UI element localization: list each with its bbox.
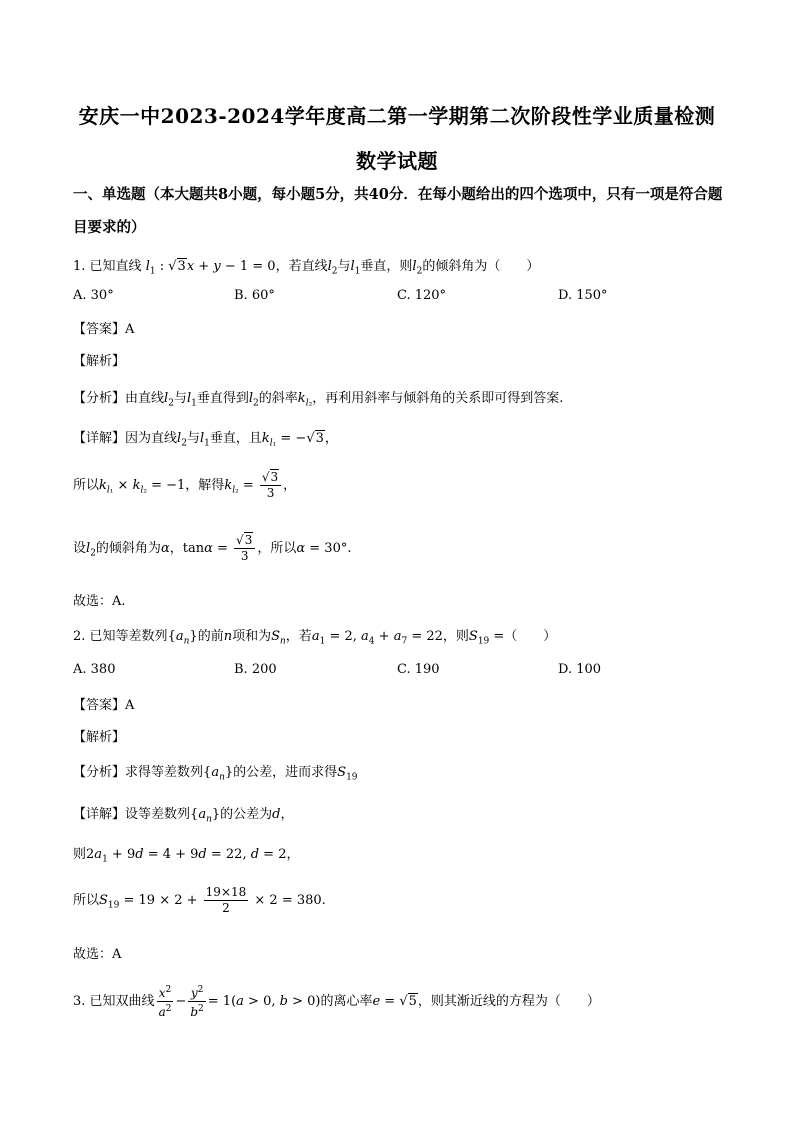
math-l1-eq: $l_1$ : √3x + y − 1 = 0 [145,259,276,277]
q1-option-d: D. 150° [558,288,608,303]
q1-option-b: B. 60° [234,288,275,303]
q1-option-a: A. 30° [73,288,114,303]
q2-option-b: B. 200 [234,662,277,677]
q1-choose: 故选：A. [73,594,126,609]
q1-xiangjie-line1: 【详解】因为直线$l_2$与$l_1$垂直，且$k_{l_1} = -√3$， [73,431,338,449]
q2-xiangjie-line1: 【详解】设等差数列$\{a_n\}$的公差为d， [73,807,294,825]
question-1-stem: 1. 已知直线 $l_1$ : √3x + y − 1 = 0，若直线$l_2$与$l_1$垂直，则$l_2$的倾斜角为（ ） [73,259,540,277]
q1-xiangjie-line2: 所以$k_{l_1} \times k_{l_2} = -1$，解得$k_{l_2}$ = $\frac{√3}{3}$ ， [73,470,297,500]
q2-fenxi: 【分析】求得等差数列$\{a_n\}$的公差，进而求得$S_{19}$ [73,765,358,783]
q2-answer: 【答案】A [73,698,135,713]
q2-option-d: D. 100 [558,662,602,677]
q2-xiangjie-line2: 则$2a_1 + 9d = 4 + 9d = 22$, d = 2， [73,847,300,865]
page-title: 安庆一中2023-2024学年度高二第一学期第二次阶段性学业质量检测 [78,104,716,128]
question-2-stem: 2. 已知等差数列$\{a_n\}$的前n项和为$S_n$，若$a_1 = 2$, $a_4 + a_7 = 22$，则$S_{19}$ =（ ） [73,629,557,647]
q1-fenxi: 【分析】由直线$l_2$与$l_1$垂直得到$l_2$的斜率$k_{l_2}$，再利用斜率与倾斜角的关系即可得到答案. [73,391,564,409]
q2-option-c: C. 190 [397,662,440,677]
q1-xiangjie-line3: 设$l_2$的倾斜角为α，tanα = $\frac{√3}{3}$ ，所以α = 30°. [73,533,352,563]
q2-option-a: A. 380 [73,662,116,677]
q2-xiangjie-line3: 所以$S_{19} = 19 \times 2$ + $\frac{19\times 18}{2}$ × 2 = 380. [73,885,326,915]
q2-analysis-label: 【解析】 [73,730,126,745]
q1-analysis-label: 【解析】 [73,354,126,369]
q1-answer: 【答案】A [73,322,135,337]
question-3-stem: 3. 已知双曲线 $\frac{x^2}{a^2}$ − $\frac{y^2}{b^2}$ = 1(a > 0, b > 0)的离心率e = √5，则其渐近线的方程为（ ） [73,985,600,1019]
q2-choose: 故选：A [73,947,122,962]
q1-option-c: C. 120° [397,288,447,303]
page-subtitle: 数学试题 [356,149,438,173]
section-heading: 一、单选题（本大题共8小题，每小题5分，共40分．在每小题给出的四个选项中，只有一项是符合题目要求的） [73,186,723,236]
